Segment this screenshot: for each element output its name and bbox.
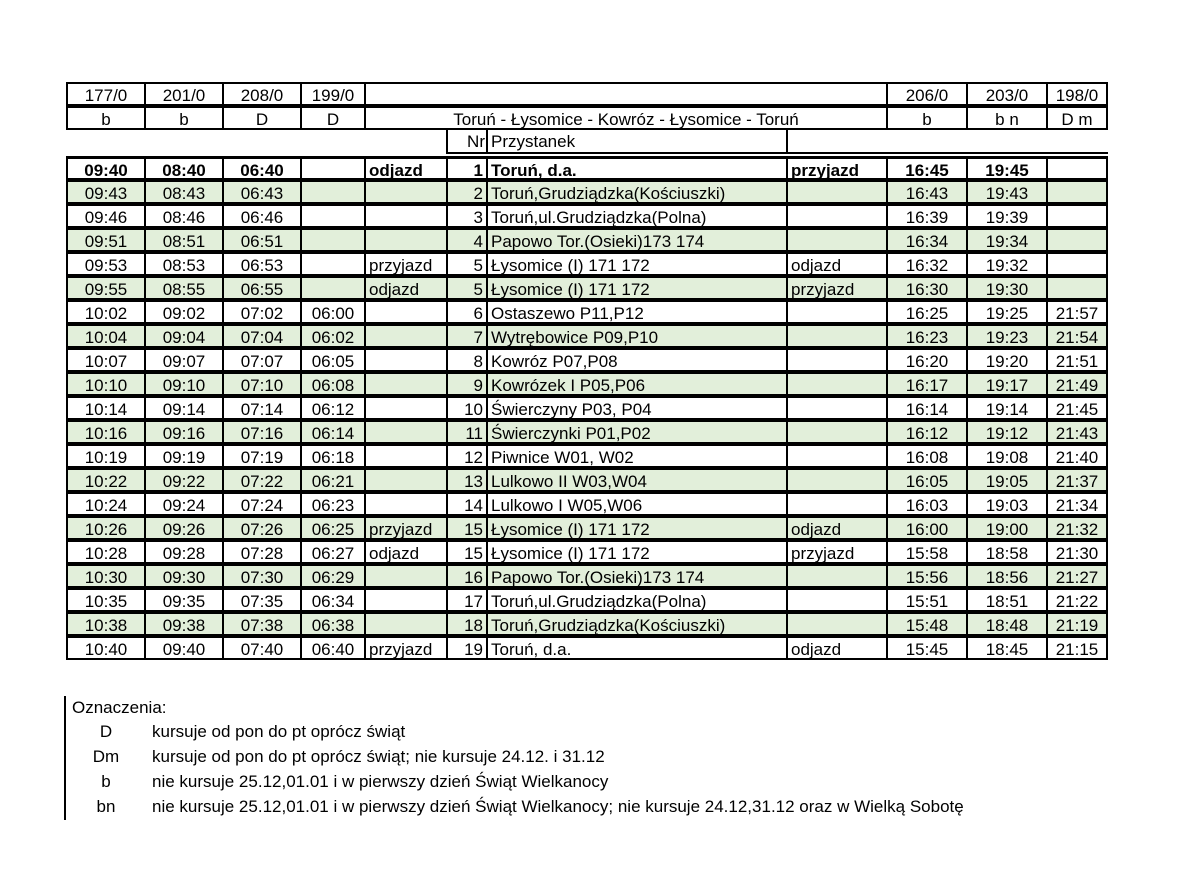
direction-label [786,180,888,204]
stop-name: Łysomice (I) 171 172 [486,516,788,540]
return-time: 19:00 [966,516,1048,540]
return-time: 18:45 [966,636,1048,660]
nr-header: Nr [446,130,488,154]
table-row [66,420,1108,444]
return-time: 18:58 [966,540,1048,564]
departure-time: 09:38 [144,612,224,636]
return-time: 21:40 [1046,444,1108,468]
direction-label [786,420,888,444]
direction-label: przyjazd [786,156,888,180]
return-time: 16:25 [886,300,968,324]
departure-time [300,156,366,180]
departure-time: 06:40 [300,636,366,660]
stop-number: 5 [446,252,488,276]
table-row [66,324,1108,348]
return-time: 21:19 [1046,612,1108,636]
legend-title: Oznaczenia: [72,698,167,717]
departure-time: 07:10 [222,372,302,396]
return-time: 19:23 [966,324,1048,348]
departure-time: 07:28 [222,540,302,564]
departure-time: 07:14 [222,396,302,420]
departure-time: 06:27 [300,540,366,564]
departure-time: 07:30 [222,564,302,588]
stop-number: 9 [446,372,488,396]
return-time: 21:57 [1046,300,1108,324]
departure-time: 09:46 [66,204,146,228]
stop-name: Lulkowo I W05,W06 [486,492,788,516]
return-time: 19:05 [966,468,1048,492]
departure-time: 06:18 [300,444,366,468]
direction-label [786,468,888,492]
departure-time: 06:38 [300,612,366,636]
return-time: 16:08 [886,444,968,468]
stop-name: Świerczynki P01,P02 [486,420,788,444]
return-time: 16:20 [886,348,968,372]
return-time: 16:00 [886,516,968,540]
return-time [1046,180,1108,204]
departure-time: 09:55 [66,276,146,300]
return-time: 19:39 [966,204,1048,228]
departure-time: 09:02 [144,300,224,324]
legend-desc: kursuje od pon do pt oprócz świąt [152,722,406,741]
return-time: 19:03 [966,492,1048,516]
departure-time: 06:55 [222,276,302,300]
departure-time: 06:12 [300,396,366,420]
return-time: 21:37 [1046,468,1108,492]
stop-name: Kowróz P07,P08 [486,348,788,372]
departure-time: 07:04 [222,324,302,348]
direction-label [786,300,888,324]
return-time: 16:17 [886,372,968,396]
stop-name: Toruń,ul.Grudziądzka(Polna) [486,204,788,228]
stop-name: Toruń,Grudziądzka(Kościuszki) [486,612,788,636]
table-row [66,396,1108,420]
return-time: 15:51 [886,588,968,612]
stop-name: Kowrózek I P05,P06 [486,372,788,396]
departure-time: 10:16 [66,420,146,444]
table-row [66,444,1108,468]
departure-time: 06:29 [300,564,366,588]
stop-name: Świerczyny P03, P04 [486,396,788,420]
departure-time: 07:16 [222,420,302,444]
direction-label [364,348,448,372]
direction-label [364,492,448,516]
departure-time: 08:51 [144,228,224,252]
departure-time: 10:19 [66,444,146,468]
table-row [66,564,1108,588]
stop-name: Łysomice (I) 171 172 [486,276,788,300]
departure-time: 08:55 [144,276,224,300]
departure-time: 06:40 [222,156,302,180]
departure-time: 10:22 [66,468,146,492]
direction-label [786,564,888,588]
direction-label [786,372,888,396]
course-number: 177/0 [66,82,146,106]
stop-number: 6 [446,300,488,324]
course-number: 201/0 [144,82,224,106]
return-time: 18:48 [966,612,1048,636]
stop-number: 5 [446,276,488,300]
table-row [66,540,1108,564]
table-row [66,204,1108,228]
departure-time: 08:53 [144,252,224,276]
return-time: 15:45 [886,636,968,660]
return-time: 16:34 [886,228,968,252]
departure-time: 09:53 [66,252,146,276]
return-time: 16:23 [886,324,968,348]
course-mark: D [300,106,366,130]
direction-label [786,492,888,516]
legend-desc: kursuje od pon do pt oprócz świąt; nie kursuje 24.12. i 31.12 [152,747,605,766]
direction-label [786,348,888,372]
stop-number: 14 [446,492,488,516]
direction-label: przyjazd [786,540,888,564]
return-time: 19:25 [966,300,1048,324]
return-time: 16:12 [886,420,968,444]
departure-time: 07:35 [222,588,302,612]
departure-time: 09:30 [144,564,224,588]
departure-time: 09:40 [66,156,146,180]
stop-name: Lulkowo II W03,W04 [486,468,788,492]
table-row [66,300,1108,324]
departure-time: 09:04 [144,324,224,348]
return-time: 21:32 [1046,516,1108,540]
table-row [66,156,1108,180]
departure-time: 09:28 [144,540,224,564]
departure-time: 10:24 [66,492,146,516]
departure-time: 09:16 [144,420,224,444]
direction-label [364,468,448,492]
departure-time: 09:24 [144,492,224,516]
direction-label [364,420,448,444]
return-time: 21:34 [1046,492,1108,516]
departure-time: 10:35 [66,588,146,612]
table-row [66,348,1108,372]
direction-label [786,204,888,228]
stop-number: 18 [446,612,488,636]
direction-label: odjazd [786,636,888,660]
departure-time: 06:53 [222,252,302,276]
return-time: 21:54 [1046,324,1108,348]
table-row [66,180,1108,204]
course-number: 208/0 [222,82,302,106]
return-time: 19:45 [966,156,1048,180]
direction-label [786,228,888,252]
direction-label [786,396,888,420]
header-stop-row [66,130,1108,154]
departure-time: 06:05 [300,348,366,372]
departure-time [300,228,366,252]
stop-number: 17 [446,588,488,612]
departure-time: 06:14 [300,420,366,444]
departure-time: 09:22 [144,468,224,492]
departure-time: 06:08 [300,372,366,396]
stop-name: Łysomice (I) 171 172 [486,252,788,276]
stop-number: 8 [446,348,488,372]
departure-time: 07:07 [222,348,302,372]
course-mark: b [66,106,146,130]
departure-time: 08:43 [144,180,224,204]
direction-label: przyjazd [364,252,448,276]
departure-time: 06:51 [222,228,302,252]
direction-label [786,612,888,636]
course-mark: b [144,106,224,130]
stop-header: Przystanek [486,130,788,154]
direction-label: przyjazd [364,636,448,660]
table-row [66,276,1108,300]
departure-time [300,204,366,228]
departure-time: 09:10 [144,372,224,396]
departure-time: 06:34 [300,588,366,612]
direction-label: odjazd [364,156,448,180]
departure-time: 10:28 [66,540,146,564]
return-time: 21:30 [1046,540,1108,564]
stop-number: 10 [446,396,488,420]
return-time: 15:48 [886,612,968,636]
departure-time: 10:26 [66,516,146,540]
legend-desc: nie kursuje 25.12,01.01 i w pierwszy dzień Świąt Wielkanocy [152,772,609,791]
table-row [66,372,1108,396]
stop-number: 15 [446,516,488,540]
return-time: 18:51 [966,588,1048,612]
direction-label [786,588,888,612]
departure-time: 09:51 [66,228,146,252]
table-row [66,228,1108,252]
stop-name: Łysomice (I) 171 172 [486,540,788,564]
departure-time: 06:23 [300,492,366,516]
return-time: 21:49 [1046,372,1108,396]
departure-time [300,252,366,276]
direction-label: odjazd [364,276,448,300]
return-time: 16:30 [886,276,968,300]
header-spacer [364,82,888,106]
header-mark-row [66,106,1108,130]
stop-name: Toruń, d.a. [486,156,788,180]
return-time: 16:05 [886,468,968,492]
departure-time: 07:22 [222,468,302,492]
departure-time: 10:04 [66,324,146,348]
departure-time: 06:21 [300,468,366,492]
direction-label [364,324,448,348]
direction-label [364,588,448,612]
stop-name: Toruń,Grudziądzka(Kościuszki) [486,180,788,204]
return-time: 15:56 [886,564,968,588]
return-time [1046,204,1108,228]
direction-label [364,396,448,420]
departure-time: 06:43 [222,180,302,204]
stop-name: Toruń,ul.Grudziądzka(Polna) [486,588,788,612]
stop-name: Ostaszewo P11,P12 [486,300,788,324]
departure-time: 07:40 [222,636,302,660]
departure-time: 08:40 [144,156,224,180]
return-time [1046,228,1108,252]
departure-time: 07:24 [222,492,302,516]
departure-time: 07:38 [222,612,302,636]
stop-number: 3 [446,204,488,228]
return-time: 19:32 [966,252,1048,276]
return-time: 21:45 [1046,396,1108,420]
stop-number: 16 [446,564,488,588]
departure-time: 09:14 [144,396,224,420]
departure-time: 09:43 [66,180,146,204]
return-time: 18:56 [966,564,1048,588]
table-row [66,636,1108,660]
direction-label [364,612,448,636]
return-time: 15:58 [886,540,968,564]
table-row [66,252,1108,276]
return-time: 19:08 [966,444,1048,468]
legend-code: Dm [92,747,120,766]
stop-number: 1 [446,156,488,180]
stop-name: Papowo Tor.(Osieki)173 174 [486,564,788,588]
direction-label: przyjazd [786,276,888,300]
course-number: 198/0 [1046,82,1108,106]
direction-label: odjazd [786,516,888,540]
departure-time: 08:46 [144,204,224,228]
stop-number: 13 [446,468,488,492]
legend-code: b [101,772,111,791]
return-time [1046,252,1108,276]
direction-label [364,300,448,324]
stop-name: Toruń, d.a. [486,636,788,660]
direction-label [364,228,448,252]
stop-number: 15 [446,540,488,564]
departure-time: 10:40 [66,636,146,660]
return-time: 19:20 [966,348,1048,372]
return-time: 21:51 [1046,348,1108,372]
stop-number: 19 [446,636,488,660]
header-course-row [66,82,1108,106]
course-mark: b [886,106,968,130]
return-time: 19:30 [966,276,1048,300]
table-row [66,612,1108,636]
return-time: 21:27 [1046,564,1108,588]
return-time: 21:15 [1046,636,1108,660]
departure-time: 09:19 [144,444,224,468]
stop-name: Papowo Tor.(Osieki)173 174 [486,228,788,252]
course-number: 203/0 [966,82,1048,106]
course-number: 199/0 [300,82,366,106]
legend-desc: nie kursuje 25.12,01.01 i w pierwszy dzień Świąt Wielkanocy; nie kursuje 24.12,31.12 oraz w Wielką Sobotę [152,797,964,816]
direction-label [364,564,448,588]
stop-number: 12 [446,444,488,468]
return-time: 19:14 [966,396,1048,420]
departure-time: 06:25 [300,516,366,540]
stop-number: 11 [446,420,488,444]
course-mark: b n [966,106,1048,130]
legend-code: bn [96,797,116,816]
direction-label: odjazd [786,252,888,276]
stop-number: 2 [446,180,488,204]
departure-time: 07:02 [222,300,302,324]
direction-label [786,324,888,348]
direction-label: odjazd [364,540,448,564]
return-time: 16:45 [886,156,968,180]
departure-time: 10:14 [66,396,146,420]
departure-time: 06:02 [300,324,366,348]
return-time: 16:39 [886,204,968,228]
return-time: 21:43 [1046,420,1108,444]
direction-label [364,180,448,204]
departure-time: 10:02 [66,300,146,324]
return-time: 21:22 [1046,588,1108,612]
direction-label [364,204,448,228]
table-row [66,516,1108,540]
direction-label: przyjazd [364,516,448,540]
table-row [66,468,1108,492]
return-time: 19:43 [966,180,1048,204]
departure-time: 07:26 [222,516,302,540]
return-time [1046,156,1108,180]
stop-number: 4 [446,228,488,252]
departure-time: 10:30 [66,564,146,588]
table-row [66,492,1108,516]
legend-code: D [99,722,113,741]
return-time: 19:17 [966,372,1048,396]
return-time: 19:12 [966,420,1048,444]
departure-time: 07:19 [222,444,302,468]
course-mark: D m [1046,106,1108,130]
direction-label [364,444,448,468]
departure-time: 06:00 [300,300,366,324]
departure-time [300,180,366,204]
departure-time: 09:26 [144,516,224,540]
return-time: 16:14 [886,396,968,420]
return-time: 16:43 [886,180,968,204]
return-time: 19:34 [966,228,1048,252]
departure-time: 10:10 [66,372,146,396]
departure-time: 06:46 [222,204,302,228]
return-time [1046,276,1108,300]
departure-time: 09:40 [144,636,224,660]
route-title: Toruń - Łysomice - Kowróz - Łysomice - Toruń [364,106,888,130]
header-right-line [786,130,1108,154]
course-mark: D [222,106,302,130]
departure-time: 10:07 [66,348,146,372]
return-time: 16:03 [886,492,968,516]
departure-time [300,276,366,300]
stop-name: Wytrębowice P09,P10 [486,324,788,348]
direction-label [364,372,448,396]
course-number: 206/0 [886,82,968,106]
departure-time: 09:35 [144,588,224,612]
direction-label [786,444,888,468]
departure-time: 10:38 [66,612,146,636]
stop-number: 7 [446,324,488,348]
table-row [66,588,1108,612]
stop-name: Piwnice W01, W02 [486,444,788,468]
departure-time: 09:07 [144,348,224,372]
legend [64,696,964,820]
return-time: 16:32 [886,252,968,276]
